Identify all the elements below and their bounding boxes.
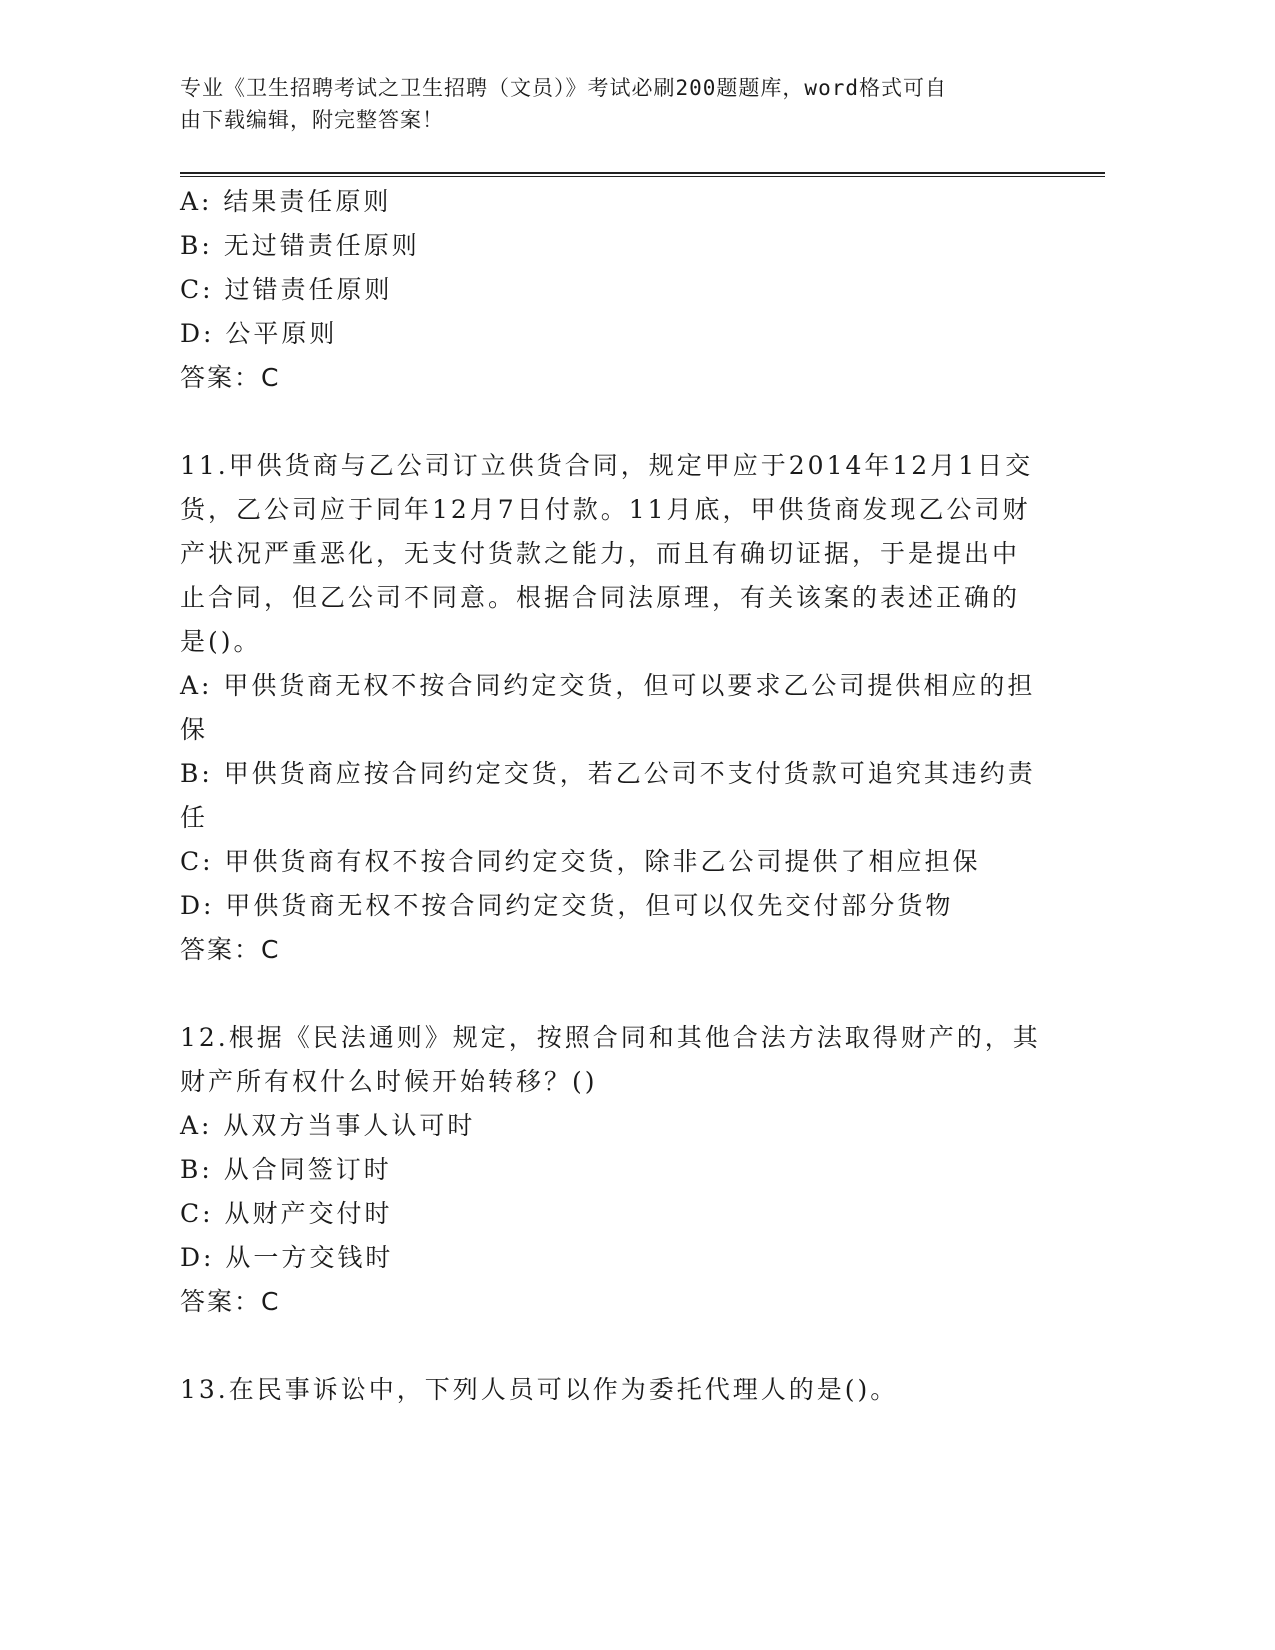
q12-option-c: C: 从财产交付时	[180, 1199, 393, 1228]
question-content	[180, 180, 1040, 1412]
header-divider-thick	[180, 172, 1105, 174]
q12-answer: 答案：C	[180, 1287, 281, 1316]
question-12-options	[180, 1104, 1040, 1280]
spacer	[180, 1324, 1040, 1368]
q10-option-b: B: 无过错责任原则	[180, 231, 420, 260]
q12-option-b: B: 从合同签订时	[180, 1155, 392, 1184]
header-line-2: 由下载编辑，附完整答案！	[180, 108, 444, 132]
question-13-stem	[180, 1368, 1040, 1412]
question-10-options	[180, 180, 1040, 356]
q11-option-a-line2: 保	[180, 715, 209, 744]
q11-stem-line: 产状况严重恶化，无支付货款之能力，而且有确切证据，于是提出中	[180, 539, 1021, 568]
spacer	[180, 972, 1040, 1016]
q10-option-a: A: 结果责任原则	[180, 187, 392, 216]
question-11-stem	[180, 444, 1034, 664]
q11-option-d: D: 甲供货商无权不按合同约定交货，但可以仅先交付部分货物	[180, 891, 954, 920]
q11-option-b-line2: 任	[180, 803, 209, 832]
spacer	[180, 400, 1040, 444]
question-12-stem	[180, 1016, 1041, 1104]
q11-option-c: C: 甲供货商有权不按合同约定交货，除非乙公司提供了相应担保	[180, 847, 981, 876]
q13-stem-line: 13.在民事诉讼中，下列人员可以作为委托代理人的是()。	[180, 1375, 899, 1404]
q10-option-c: C: 过错责任原则	[180, 275, 393, 304]
q11-option-b-line1: B: 甲供货商应按合同约定交货，若乙公司不支付货款可追究其违约责	[180, 759, 1036, 788]
q10-option-d: D: 公平原则	[180, 319, 338, 348]
q10-answer: 答案：C	[180, 363, 281, 392]
question-11-options	[180, 664, 1040, 928]
document-header	[180, 72, 1040, 136]
q12-stem-line: 12.根据《民法通则》规定，按照合同和其他合法方法取得财产的，其	[180, 1023, 1041, 1052]
q11-answer: 答案：C	[180, 935, 281, 964]
q11-stem-line: 货，乙公司应于同年12月7日付款。11月底，甲供货商发现乙公司财	[180, 495, 1031, 524]
q12-stem-line: 财产所有权什么时候开始转移？()	[180, 1067, 598, 1096]
q11-stem-line: 止合同，但乙公司不同意。根据合同法原理，有关该案的表述正确的	[180, 583, 1021, 612]
q11-stem-line: 是()。	[180, 627, 262, 656]
q11-stem-line: 11.甲供货商与乙公司订立供货合同，规定甲应于2014年12月1日交	[180, 451, 1034, 480]
header-line-1: 专业《卫生招聘考试之卫生招聘（文员）》考试必刷200题题库，word格式可自	[180, 76, 947, 100]
header-divider-thin	[180, 176, 1105, 177]
q12-option-d: D: 从一方交钱时	[180, 1243, 394, 1272]
q12-option-a: A: 从双方当事人认可时	[180, 1111, 476, 1140]
q11-option-a-line1: A: 甲供货商无权不按合同约定交货，但可以要求乙公司提供相应的担	[180, 671, 1036, 700]
